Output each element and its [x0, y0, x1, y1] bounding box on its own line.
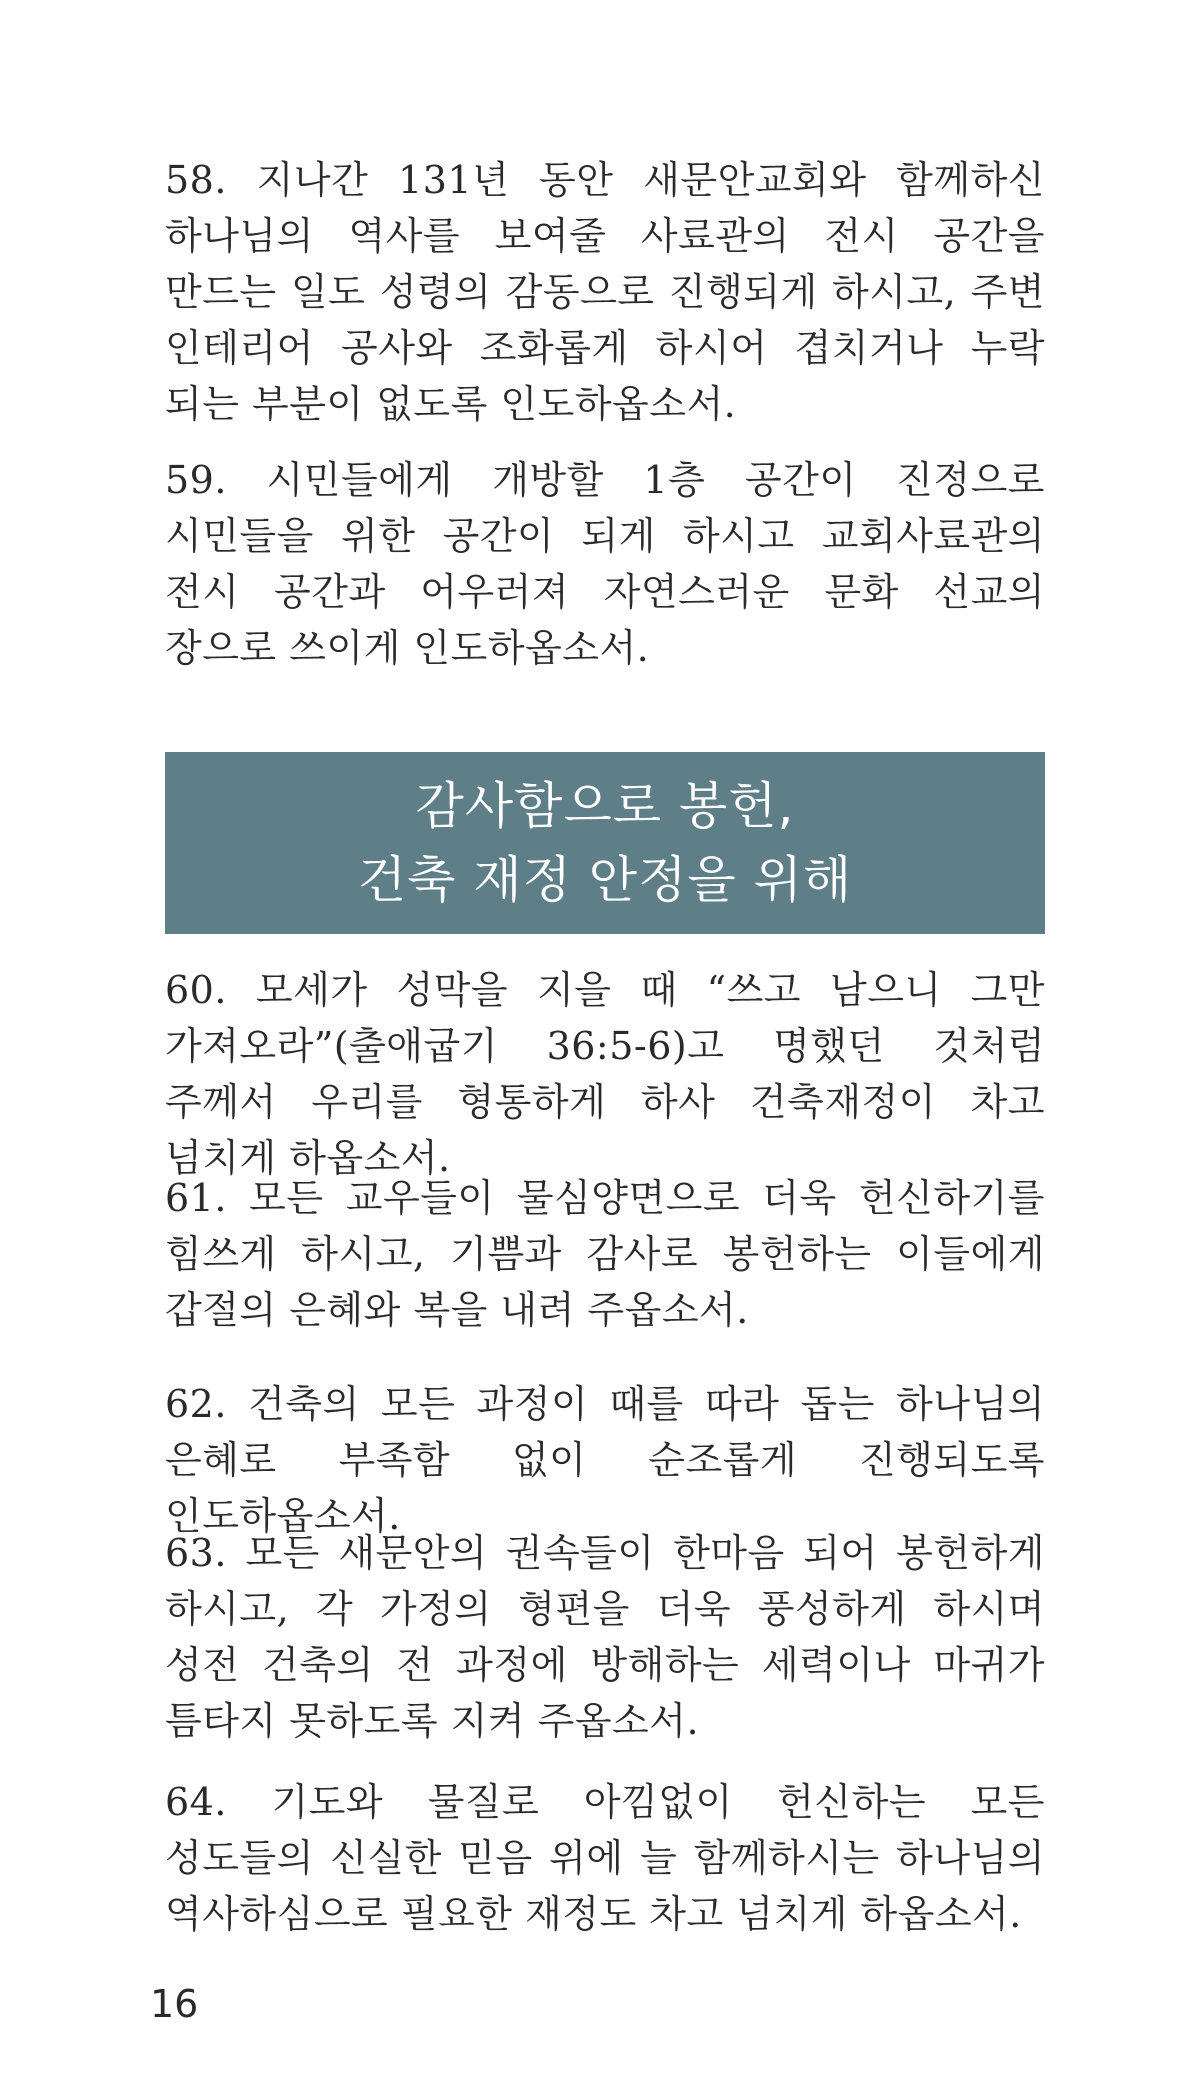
page-number: 16 [150, 1982, 199, 2026]
prayer-item-60: 60. 모세가 성막을 지을 때 “쓰고 남으니 그만 가져오라”(출애굽기 36:5-6)고 명했던 것처럼 주께서 우리를 형통하게 하사 건축재정이 차고 넘치게 하옵소서. [165, 968, 1045, 1180]
prayer-item-59: 59. 시민들에게 개방할 1층 공간이 진정으로 시민들을 위한 공간이 되게 하시고 교회사료관의 전시 공간과 어우러져 자연스러운 문화 선교의 장으로 쓰이게 인도하옵소서. [165, 458, 1045, 670]
section-heading-box [165, 752, 1045, 934]
prayer-item-63: 63. 모든 새문안의 권속들이 한마음 되어 봉헌하게 하시고, 각 가정의 형편을 더욱 풍성하게 하시며 성전 건축의 전 과정에 방해하는 세력이나 마귀가 틈타지 못하도록 지켜 주옵소서. [165, 1531, 1045, 1743]
prayer-item-62: 62. 건축의 모든 과정이 때를 따라 돕는 하나님의 은혜로 부족함 없이 순조롭게 진행되도록 인도하옵소서. [165, 1382, 1045, 1538]
section-title-line-1: 감사함으로 봉헌, [415, 777, 795, 835]
prayer-item-64: 64. 기도와 물질로 아낌없이 헌신하는 모든 성도들의 신실한 믿음 위에 늘 함께하시는 하나님의 역사하심으로 필요한 재정도 차고 넘치게 하옵소서. [165, 1780, 1045, 1936]
prayer-item-61: 61. 모든 교우들이 물심양면으로 더욱 헌신하기를 힘쓰게 하시고, 기쁨과 감사로 봉헌하는 이들에게 갑절의 은혜와 복을 내려 주옵소서. [165, 1176, 1045, 1332]
section-title-line-2: 건축 재정 안정을 위해 [357, 851, 853, 909]
prayer-item-58: 58. 지나간 131년 동안 새문안교회와 함께하신 하나님의 역사를 보여줄 사료관의 전시 공간을 만드는 일도 성령의 감동으로 진행되게 하시고, 주변 인테리어 공사와 조화롭게 하시어 겹치거나 누락 되는 부분이 없도록 인도하옵소서. [165, 158, 1045, 426]
